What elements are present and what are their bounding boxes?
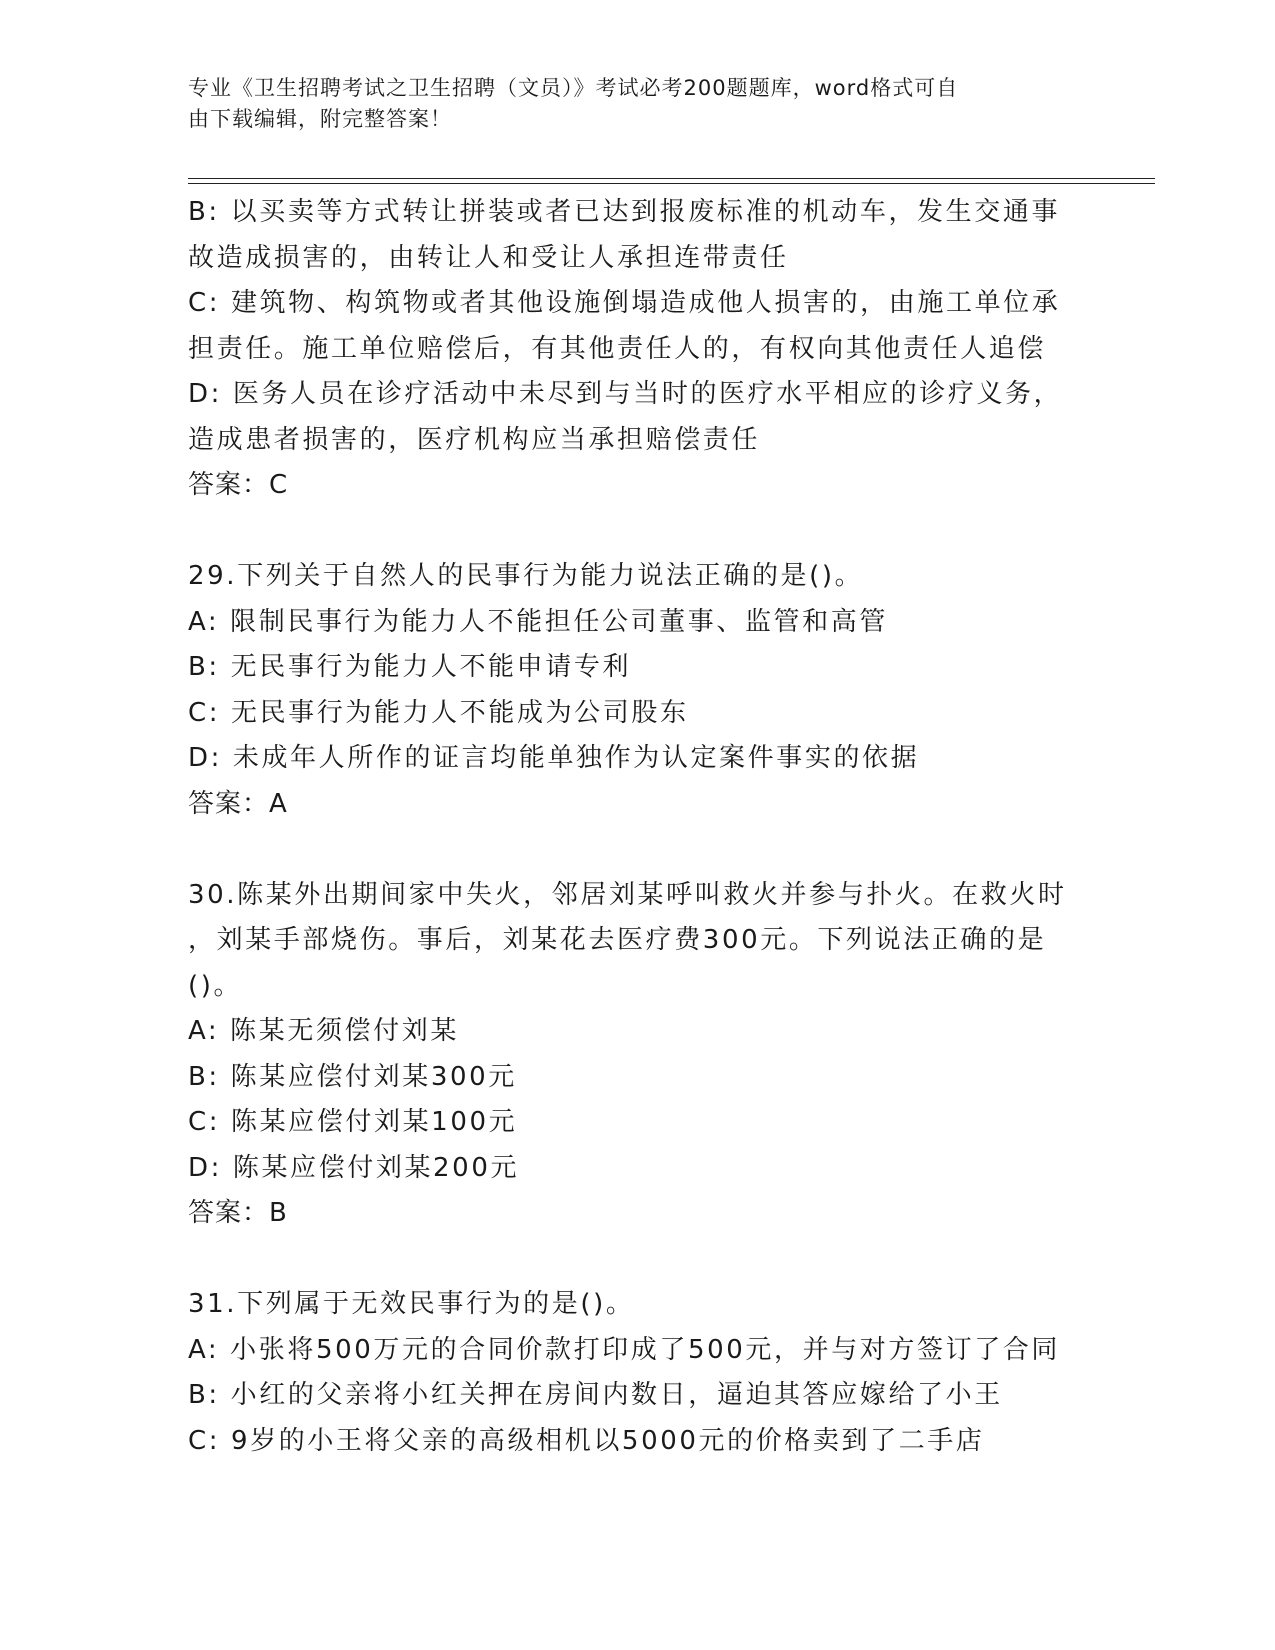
answer-28: 答案：C	[188, 470, 289, 500]
question-30-option-c: C: 陈某应偿付刘某100元	[188, 1107, 518, 1137]
question-31-option-b: B: 小红的父亲将小红关押在房间内数日，逼迫其答应嫁给了小王	[188, 1380, 1003, 1410]
question-30-option-a: A: 陈某无须偿付刘某	[188, 1016, 459, 1046]
option-b-line-1: B: 以买卖等方式转让拼装或者已达到报废标准的机动车，发生交通事	[188, 197, 1061, 227]
question-31-option-c: C: 9岁的小王将父亲的高级相机以5000元的价格卖到了二手店	[188, 1425, 985, 1456]
question-31-option-a: A: 小张将500万元的合同价款打印成了500元，并与对方签订了合同	[188, 1334, 1061, 1365]
option-b-line-2: 故造成损害的，由转让人和受让人承担连带责任	[188, 242, 789, 273]
question-29-option-b: B: 无民事行为能力人不能申请专利	[188, 652, 632, 682]
question-31-text: 31.下列属于无效民事行为的是()。	[188, 1289, 635, 1319]
header-divider-top	[188, 178, 1155, 179]
question-30-text-line-3: ()。	[188, 970, 243, 1001]
question-29-option-a: A: 限制民事行为能力人不能担任公司董事、监管和高管	[188, 606, 888, 637]
header-line-2: 由下载编辑，附完整答案！	[188, 107, 452, 131]
question-30-option-d: D: 陈某应偿付刘某200元	[188, 1152, 520, 1183]
question-30-option-b: B: 陈某应偿付刘某300元	[188, 1061, 517, 1092]
option-c-line-1: C: 建筑物、构筑物或者其他设施倒塌造成他人损害的，由施工单位承	[188, 288, 1061, 318]
option-c-line-2: 担责任。施工单位赔偿后，有其他责任人的，有权向其他责任人追偿	[188, 333, 1047, 364]
answer-30: 答案：B	[188, 1198, 288, 1228]
question-29-text: 29.下列关于自然人的民事行为能力说法正确的是()。	[188, 561, 864, 591]
option-d-line-2: 造成患者损害的，医疗机构应当承担赔偿责任	[188, 424, 761, 455]
question-30	[188, 873, 1088, 1237]
question-31	[188, 1282, 1088, 1464]
question-29	[188, 554, 1088, 827]
document-header	[188, 73, 1068, 135]
question-30-text-line-1: 30.陈某外出期间家中失火，邻居刘某呼叫救火并参与扑火。在救火时	[188, 879, 1067, 910]
question-29-option-c: C: 无民事行为能力人不能成为公司股东	[188, 697, 689, 728]
header-divider-bottom	[188, 183, 1155, 184]
spacer	[188, 827, 1088, 873]
question-29-option-d: D: 未成年人所作的证言均能单独作为认定案件事实的依据	[188, 743, 920, 773]
spacer	[188, 509, 1088, 555]
document-body	[188, 190, 1088, 1464]
question-30-text-line-2: ，刘某手部烧伤。事后，刘某花去医疗费300元。下列说法正确的是	[188, 925, 1047, 955]
question-28-continuation	[188, 190, 1088, 509]
header-line-1: 专业《卫生招聘考试之卫生招聘（文员）》考试必考200题题库，word格式可自	[188, 76, 959, 100]
spacer	[188, 1237, 1088, 1283]
answer-29: 答案：A	[188, 788, 288, 819]
option-d-line-1: D: 医务人员在诊疗活动中未尽到与当时的医疗水平相应的诊疗义务，	[188, 379, 1063, 409]
